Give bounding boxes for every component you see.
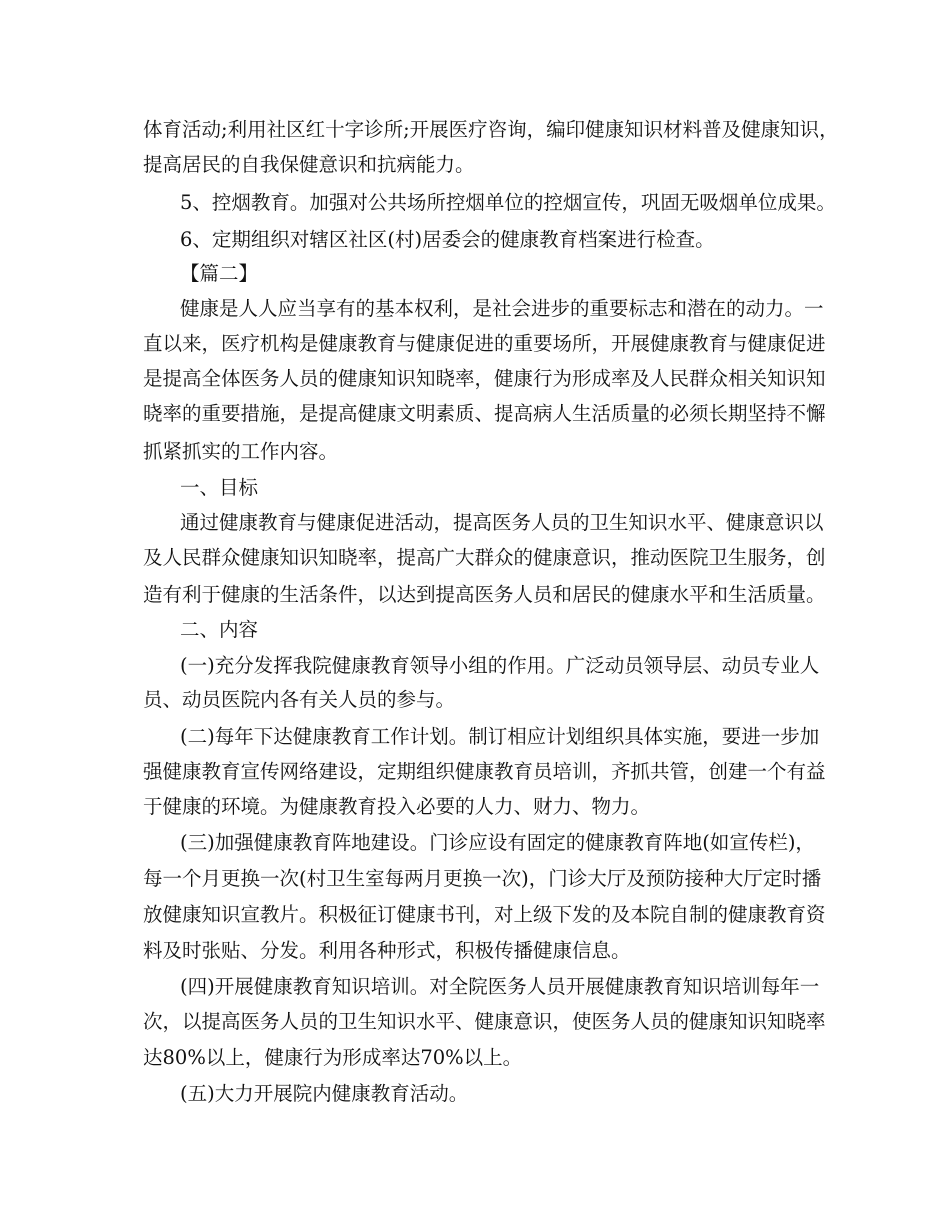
text-line: 5、控烟教育。加强对公共场所控烟单位的控烟宣传，巩固无吸烟单位成果。 — [180, 191, 836, 214]
text-line: (四)开展健康教育知识培训。对全院医务人员开展健康教育知识培训每年一 — [180, 975, 820, 998]
section-heading: 二、内容 — [180, 618, 259, 641]
text-line: 健康是人人应当享有的基本权利，是社会进步的重要标志和潜在的动力。一 — [180, 297, 824, 320]
text-line: (一)充分发挥我院健康教育领导小组的作用。广泛动员领导层、动员专业人 — [180, 654, 820, 677]
text-line: 次，以提高医务人员的卫生知识水平、健康意识，使医务人员的健康知识知晓率 — [143, 1010, 826, 1033]
section-heading: 一、目标 — [180, 476, 259, 499]
text-line: (五)大力开展院内健康教育活动。 — [180, 1082, 469, 1105]
text-line: 及人民群众健康知识知晓率，提高广大群众的健康意识，推动医院卫生服务，创 — [143, 546, 826, 569]
text-line: 放健康知识宣教片。积极征订健康书刊，对上级下发的及本院自制的健康教育资 — [143, 903, 826, 926]
text-line: (二)每年下达健康教育工作计划。制订相应计划组织具体实施，要进一步加 — [180, 725, 820, 748]
text-line: 提高居民的自我保健意识和抗病能力。 — [143, 153, 475, 176]
text-line: 6、定期组织对辖区社区(村)居委会的健康教育档案进行检查。 — [180, 228, 715, 251]
text-line: 造有利于健康的生活条件，以达到提高医务人员和居民的健康水平和生活质量。 — [143, 583, 826, 606]
text-line: 料及时张贴、分发。利用各种形式，积极传播健康信息。 — [143, 939, 631, 962]
text-line: 员、动员医院内各有关人员的参与。 — [143, 688, 456, 711]
text-line: 体育活动;利用社区红十字诊所;开展医疗咨询，编印健康知识材料普及健康知识， — [143, 118, 839, 141]
text-line: 于健康的环境。为健康教育投入必要的人力、财力、物力。 — [143, 795, 651, 818]
text-line: 是提高全体医务人员的健康知识知晓率，健康行为形成率及人民群众相关知识知 — [143, 367, 826, 390]
text-line: (三)加强健康教育阵地建设。门诊应设有固定的健康教育阵地(如宣传栏)， — [180, 831, 815, 854]
text-line: 达80%以上，健康行为形成率达70%以上。 — [143, 1046, 523, 1069]
text-line: 通过健康教育与健康促进活动，提高医务人员的卫生知识水平、健康意识以 — [180, 511, 824, 534]
text-line: 每一个月更换一次(村卫生室每两月更换一次)，门诊大厅及预防接种大厅定时播 — [143, 867, 822, 890]
text-line: 抓紧抓实的工作内容。 — [143, 440, 339, 463]
text-line: 强健康教育宣传网络建设，定期组织健康教育员培训，齐抓共管，创建一个有益 — [143, 760, 826, 783]
text-line: 直以来，医疗机构是健康教育与健康促进的重要场所，开展健康教育与健康促进 — [143, 332, 826, 355]
section-heading: 【篇二】 — [180, 262, 259, 285]
text-line: 晓率的重要措施，是提高健康文明素质、提高病人生活质量的必须长期坚持不懈 — [143, 402, 826, 425]
